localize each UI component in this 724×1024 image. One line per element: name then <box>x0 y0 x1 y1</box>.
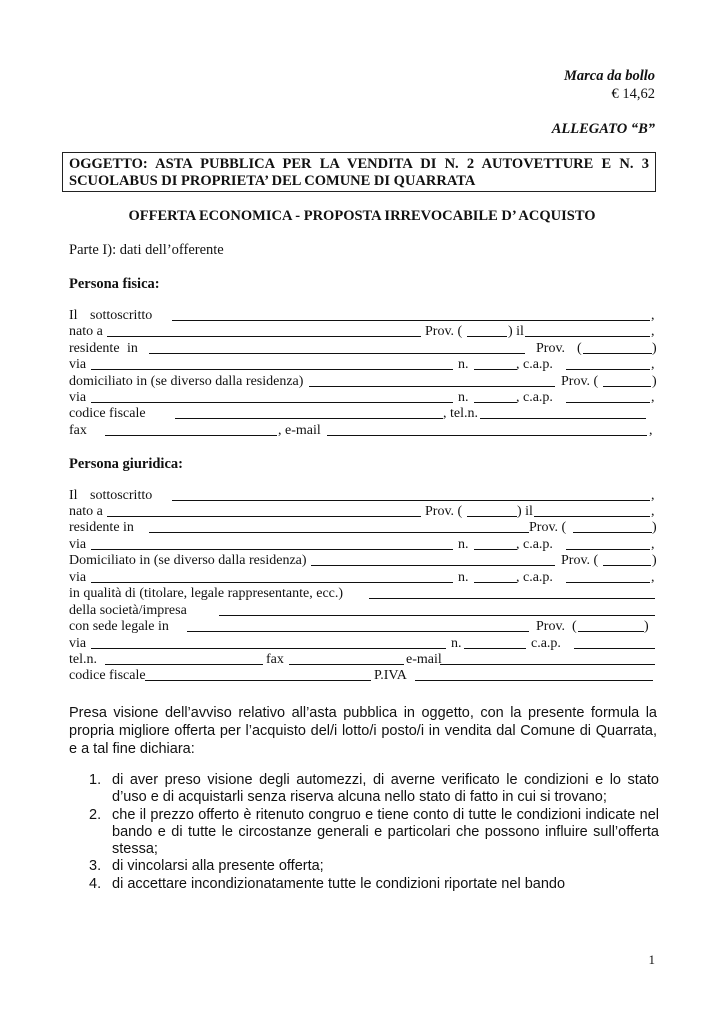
street-number-field[interactable] <box>474 369 517 370</box>
street-number-field-2[interactable] <box>474 402 517 403</box>
form-line-contacts: tel.n. fax e-mail <box>69 652 657 668</box>
street-field[interactable] <box>91 369 453 370</box>
form-line-fiscal: codice fiscale P.IVA <box>69 668 657 684</box>
email-field[interactable] <box>327 435 647 436</box>
form-line-registered-office: con sede legale in Prov. ( ) <box>69 619 649 634</box>
legal-fax-field[interactable] <box>289 664 404 665</box>
form-line-sottoscritto: Il sottoscritto , <box>69 308 655 323</box>
residence-field[interactable] <box>149 353 525 354</box>
attachment-label: ALLEGATO “B” <box>551 121 655 137</box>
birthplace-field[interactable] <box>107 336 421 337</box>
birth-date-field[interactable] <box>525 336 650 337</box>
office-zip-field[interactable] <box>574 648 655 649</box>
legal-birthplace-field[interactable] <box>107 516 421 517</box>
form-line-domicile: domiciliato in (se diverso dalla residenza) Prov. ( ) <box>69 374 657 389</box>
page-number: 1 <box>648 952 655 967</box>
form-line-sottoscritto-legal: Il sottoscritto , <box>69 488 655 503</box>
form-line-street-legal: via n. , c.a.p. , <box>69 537 655 552</box>
legal-street-field[interactable] <box>91 549 453 550</box>
legal-zip-field-2[interactable] <box>566 582 650 583</box>
legal-email-field[interactable] <box>440 664 655 665</box>
legal-residence-field[interactable] <box>149 532 529 533</box>
subject-box: OGGETTO: ASTA PUBBLICA PER LA VENDITA DI N. 2 AUTOVETTURE E N. 3 SCUOLABUS DI PROPRIETA’ DEL COMUNE DI QUARRATA <box>62 152 656 192</box>
street-field-2[interactable] <box>91 402 453 403</box>
legal-domicile-field[interactable] <box>311 565 555 566</box>
legal-birth-date-field[interactable] <box>534 516 650 517</box>
declaration-intro: Presa visione dell’avviso relativo all’asta pubblica in oggetto, con la presente formula la propria migliore offerta per l’acquisto del/i lotto/i posto/i in vendita dal Comune di Quarrata, e a tal fine dichiara: <box>69 705 657 757</box>
form-line-residence: residente in Prov. ( ) <box>69 341 657 356</box>
legal-tax-code-field[interactable] <box>145 680 371 681</box>
residence-province-field[interactable] <box>583 353 652 354</box>
stamp-label: Marca da bollo <box>563 68 655 84</box>
registered-office-field[interactable] <box>187 631 529 632</box>
form-line-birth-legal: nato a Prov. ( ) il , <box>69 504 655 519</box>
domicile-province-field[interactable] <box>603 386 651 387</box>
natural-person-heading: Persona fisica: <box>69 276 160 292</box>
legal-zip-field[interactable] <box>566 549 650 550</box>
legal-street-field-2[interactable] <box>91 582 453 583</box>
domicile-field[interactable] <box>309 386 555 387</box>
legal-name-field[interactable] <box>172 500 650 501</box>
fax-field[interactable] <box>105 435 277 436</box>
vat-number-field[interactable] <box>415 680 653 681</box>
form-line-tax-code: codice fiscale , tel.n. <box>69 406 657 422</box>
form-line-residence-legal: residente in Prov. ( ) <box>69 520 657 535</box>
form-line-domicile-legal: Domiciliato in (se diverso dalla residenza) Prov. ( ) <box>69 553 657 568</box>
zip-field[interactable] <box>566 369 650 370</box>
declaration-item: 1. di aver preso visione degli automezzi, di averne verificato le condizioni e lo stato d’uso e di acquistarli senza riserva alcuna nello stato di fatto in cui si trovano; <box>89 772 659 806</box>
legal-street-number-field-2[interactable] <box>474 582 517 583</box>
legal-person-heading: Persona giuridica: <box>69 456 183 472</box>
document-title: OFFERTA ECONOMICA - PROPOSTA IRREVOCABILE D’ ACQUISTO <box>128 208 596 224</box>
phone-field[interactable] <box>480 418 646 419</box>
legal-phone-field[interactable] <box>105 664 263 665</box>
legal-birth-province-field[interactable] <box>467 516 517 517</box>
legal-street-number-field[interactable] <box>474 549 517 550</box>
tax-code-field[interactable] <box>175 418 443 419</box>
form-line-fax-email: fax , e-mail , <box>69 423 653 438</box>
form-line-street-office: via n. c.a.p. <box>69 636 657 652</box>
declaration-item: 4. di accettare incondizionatamente tutte le condizioni riportate nel bando <box>89 875 566 892</box>
legal-residence-province-field[interactable] <box>573 532 652 533</box>
role-field[interactable] <box>369 598 655 599</box>
form-line-street-2: via n. , c.a.p. , <box>69 390 655 405</box>
form-line-company: della società/impresa <box>69 603 657 619</box>
declaration-item: 2. che il prezzo offerto è ritenuto congruo e tiene conto di tutte le condizioni indicate nel bando e di tutte le circostanze generali e particolari che possono influire sull’offerta stessa; <box>89 806 659 858</box>
declarations-list <box>69 772 659 893</box>
declaration-item: 3. di vincolarsi alla presente offerta; <box>89 858 324 875</box>
form-line-street: via n. , c.a.p. , <box>69 357 655 372</box>
registered-office-province-field[interactable] <box>578 631 644 632</box>
name-field[interactable] <box>172 320 650 321</box>
office-street-field[interactable] <box>91 648 446 649</box>
legal-domicile-province-field[interactable] <box>603 565 651 566</box>
company-field[interactable] <box>219 615 655 616</box>
form-line-birth: nato a Prov. ( ) il , <box>69 324 655 339</box>
part-label: Parte I): dati dell’offerente <box>69 242 224 258</box>
form-line-street-legal-2: via n. , c.a.p. , <box>69 570 655 585</box>
zip-field-2[interactable] <box>566 402 650 403</box>
stamp-amount: € 14,62 <box>611 86 655 102</box>
birth-province-field[interactable] <box>467 336 507 337</box>
form-line-role: in qualità di (titolare, legale rappresentante, ecc.) <box>69 586 657 602</box>
office-number-field[interactable] <box>464 648 526 649</box>
